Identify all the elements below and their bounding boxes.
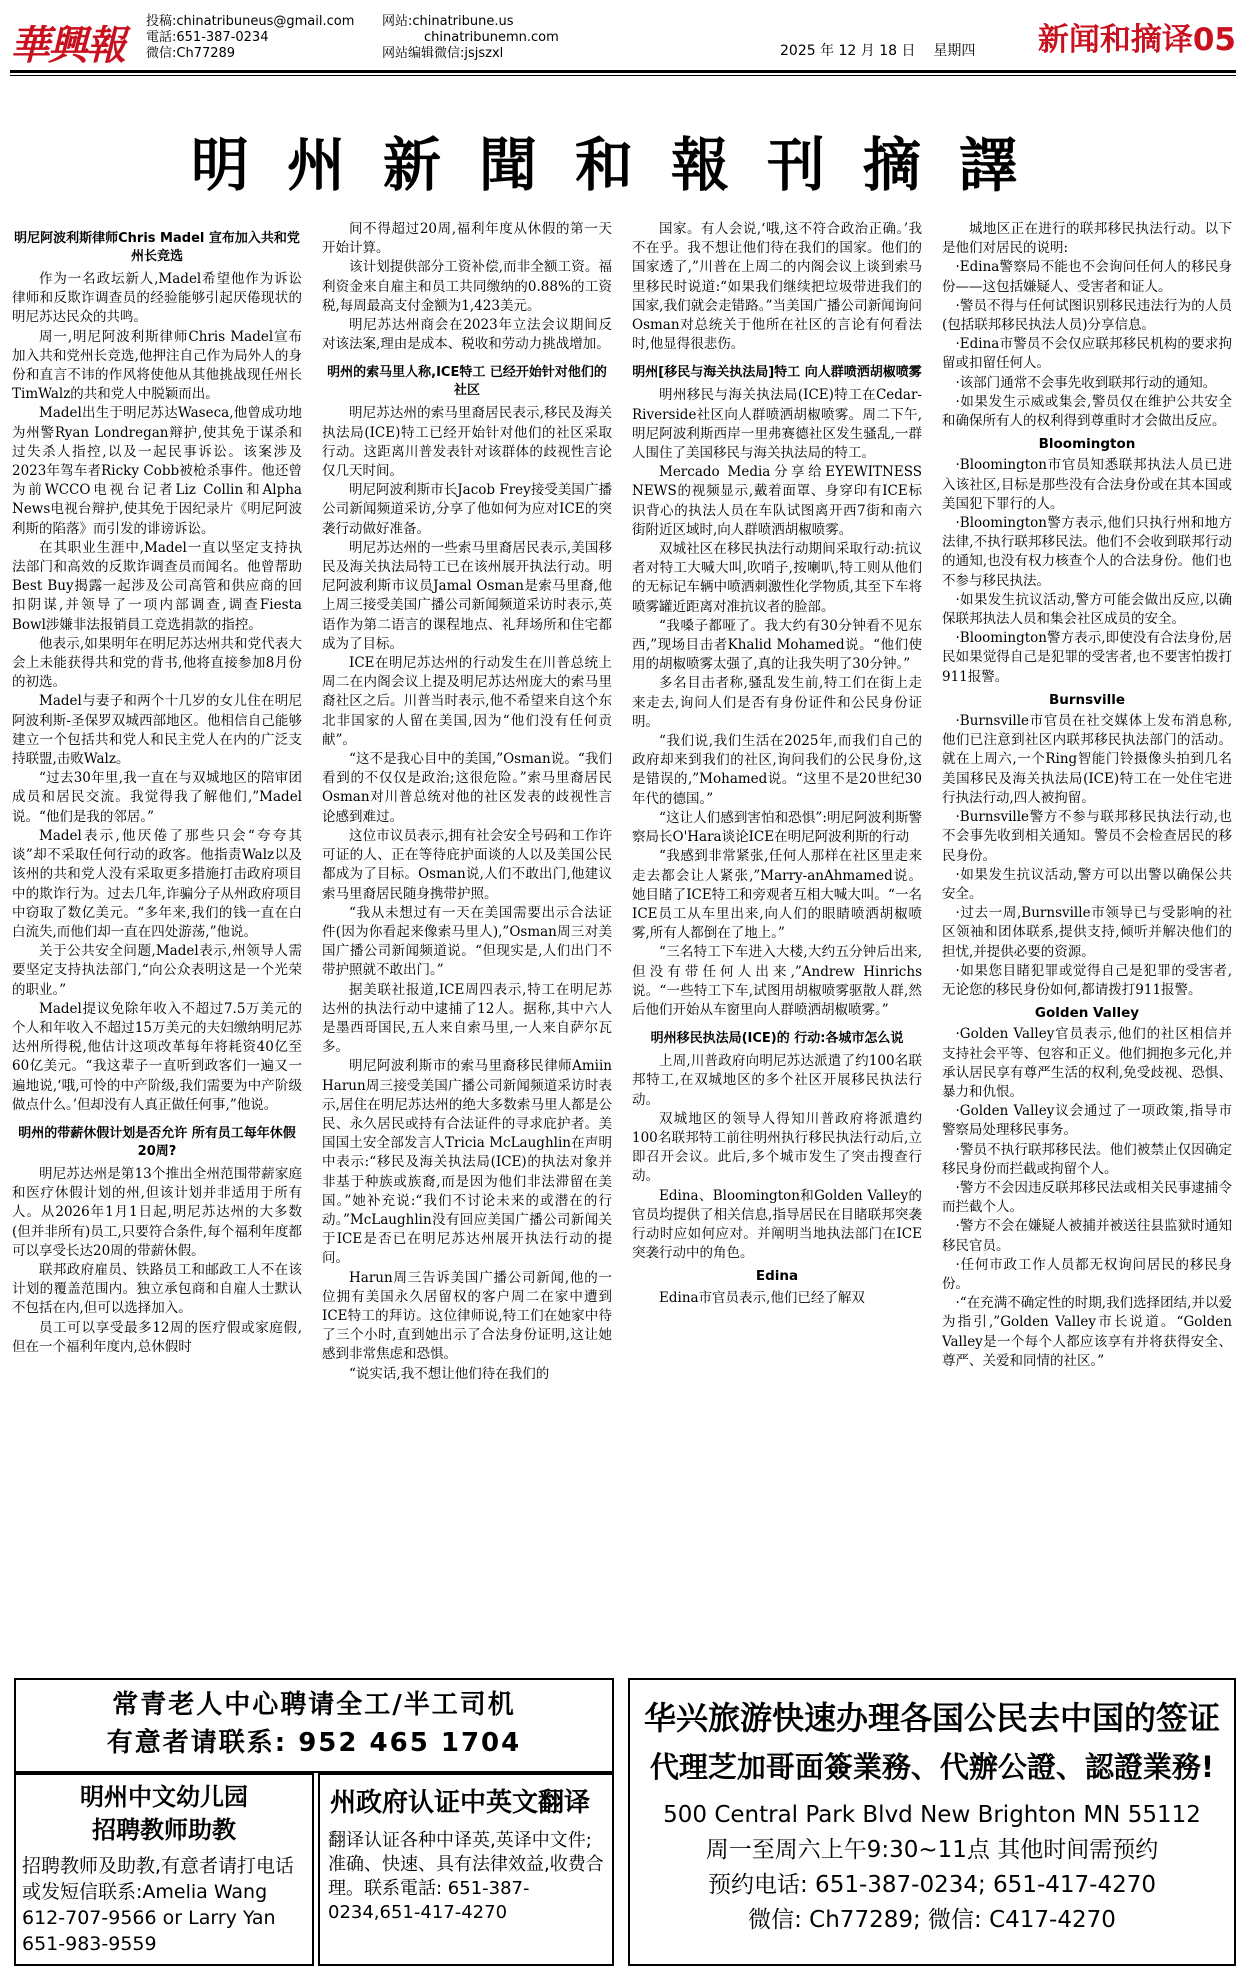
bullet-paragraph: ·Bloomington警方表示,他们只执行州和地方法律,不执行联邦移民法。他们不会收到联邦行动的通知,也没有权力核查个人的合法身份。他们也不参与移民执法。 [942, 515, 1232, 589]
ad-translation [318, 1773, 614, 1966]
contact-info-right [382, 14, 559, 62]
bullet-paragraph: ·如果发生示威或集会,警员仅在维护公共安全和确保所有人的权利得到尊重时才会做出反应。 [942, 393, 1232, 430]
issue-date: 2025 年 12 月 18 日 [780, 43, 916, 59]
bullet-paragraph: ·Burnsville警方不参与联邦移民执法行动,也不会事先收到相关通知。警员不会检查居民的移民身份。 [942, 809, 1232, 864]
article-paragraph: 国家。有人会说,‘哦,这不符合政治正确。’我不在乎。我不想让他们待在我们的国家。他们的国家透了,”川普在上周二的内阁会议上谈到索马里移民时说道:“如果我们继续把垃圾带进我们的国家,我们就会走错路。”当美国广播公司新闻询问Osman对总统关于他所在社区的言论有何看法时,他显得很悲伤。 [632, 221, 922, 353]
weekday: 星期四 [933, 43, 976, 59]
bullet-paragraph: ·警方不会因违反联邦移民法或相关民事逮捕令而拦截个人。 [942, 1179, 1232, 1216]
page-masthead: 明州新聞和報刊摘譯 [190, 131, 1055, 199]
bullet-paragraph: ·该部门通常不会事先收到联邦行动的通知。 [955, 374, 1217, 391]
article-paragraph: “我们说,我们生活在2025年,而我们自己的政府却来到我们的社区,询问我们的公民身份,这是错误的,”Mohamed说。“这里不是20世纪30年代的德国。” [632, 733, 922, 807]
article-paragraph: 间不得超过20周,福利年度从休假的第一天开始计算。 [322, 221, 612, 257]
city-subheading: Edina [755, 1268, 799, 1285]
ad-title: 州政府认证中英文翻译 [330, 1788, 591, 1818]
article-paragraph: 明尼苏达州商会在2023年立法会议期间反对该法案,理由是成本、税收和劳动力挑战增加。 [322, 317, 612, 353]
article-paragraph: 周一,明尼阿波利斯律师Chris Madel宣布加入共和党州长竞选,他押注自己作为局外人的身份和直言不讳的作风将使他从其他挑战现任州长TimWalz的共和党人中脱颖而出。 [12, 328, 302, 403]
bullet-paragraph: ·任何市政工作人员都无权询问居民的移民身份。 [942, 1256, 1232, 1292]
article-paragraph: 联邦政府雇员、铁路员工和邮政工人不在该计划的覆盖范围内。独立承包商和自雇人士默认不包括在内,但可以选择加入。 [12, 1261, 302, 1317]
bullet-paragraph: ·Edina警察局不能也不会询问任何人的移民身份——这包括嫌疑人、受害者和证人。 [942, 259, 1232, 295]
column-2 [322, 220, 612, 1660]
article-paragraph: “我感到非常紧张,任何人那样在社区里走来走去都会让人紧张,”Marry-anAhmamed说。她目睹了ICE特工和旁观者互相大喊大叫。“一名ICE员工从车里出来,向人们的眼睛喷洒胡椒喷雾,所有人都倒在了地上。” [632, 848, 922, 942]
bullet-paragraph: ·Golden Valley官员表示,他们的社区相信并支持社会平等、包容和正义。他们拥抱多元化,并承认居民享有尊严生活的权利,免受歧视、恐惧、暴力和仇恨。 [942, 1026, 1232, 1100]
page-header [0, 0, 1246, 76]
article-paragraph: 明尼阿波利斯市的索马里裔移民律师Amiin Harun周三接受美国广播公司新闻频道采访时表示,居住在明尼苏达州的绝大多数索马里人都是公民、永久居民或持有合法证件的寻求庇护者。美国国土安全部发言人Tricia McLaughlin在声明中表示:“移民及海关执法局(ICE)的执法对象并非基于种族或族裔,而是因为他们非法滞留在美国。”她补充说:“我们不讨论未来的或潜在的行动。”McLaughlin没有回应美国广播公司新闻关于ICE是否已在明尼苏达州展开执法行动的提问。 [322, 1058, 612, 1267]
bullet-paragraph: ·“在充满不确定性的时期,我们选择团结,并以爱为指引,”Golden Valley市长说道。“Golden Valley是一个每个人都应该享有并将获得安全、尊严、关爱和同情的社区。” [942, 1295, 1232, 1369]
ad-subtitle: 代理芝加哥面簽業務、代辦公證、認證業務! [649, 1750, 1215, 1784]
contact-info-left [146, 14, 354, 62]
article-paragraph: 据美联社报道,ICE周四表示,特工在明尼苏达州的执法行动中逮捕了12人。据称,其中六人是墨西哥国民,五人来自索马里,一人来自萨尔瓦多。 [322, 981, 612, 1056]
article-paragraph: Mercado Media分享给EYEWITNESS NEWS的视频显示,戴着面罩、身穿印有ICE标识背心的执法人员在车队试图离开西7街和南六街附近区域时,向人群喷洒胡椒喷雾。 [632, 464, 922, 538]
bullet-paragraph: ·Bloomington警方表示,即使没有合法身份,居民如果觉得自己是犯罪的受害者,也不要害怕拨打911报警。 [942, 630, 1232, 685]
article-paragraph: 作为一名政坛新人,Madel希望他作为诉讼律师和反欺诈调查员的经验能够引起厌倦现状的明尼苏达民众的共鸣。 [12, 271, 302, 326]
website-link-1[interactable]: 网站:chinatribune.us [382, 14, 514, 29]
ad-body: 招聘教师及助教,有意者请打电话或发短信联系:Amelia Wang 612-707-9566 or Larry Yan 651-983-9559 [22, 1855, 295, 1955]
article-headline: 明州的索马里人称,ICE特工 已经开始针对他们的社区 [327, 365, 607, 399]
article-paragraph: 关于公共安全问题,Madel表示,州领导人需要坚定支持执法部门,“向公众表明这是一个光荣的职业。” [12, 943, 302, 998]
article-paragraph: 明州移民与海关执法局(ICE)特工在Cedar-Riverside社区向人群喷洒胡椒喷雾。周二下午,明尼阿波利斯西岸一里弗赛德社区发生骚乱,一群人围住了美国移民与海关执法局的特工。 [632, 387, 922, 462]
article-paragraph: 双城社区在移民执法行动期间采取行动:抗议者对特工大喊大叫,吹哨子,按喇叭,特工则从他们的无标记车辆中喷洒刺激性化学物质,其至下车将喷雾罐近距离对准抗议者的脸部。 [632, 541, 922, 615]
article-paragraph: “我嗓子都哑了。我大约有30分钟看不见东西,”现场目击者Khalid Mohamed说。“他们使用的胡椒喷雾太强了,真的让我失明了30分钟。” [632, 617, 922, 673]
article-headline: 明州移民执法局(ICE)的 行动:各城市怎么说 [650, 1031, 904, 1047]
article-paragraph: Madel出生于明尼苏达Waseca,他曾成功地为州警Ryan Londregan辩护,使其免于谋杀和过失杀人指控,以及一起民事诉讼。该案涉及2023年驾车者Ricky Cobb被枪杀事件。他还曾为前WCCO电视台记者Liz Collin和Alpha News电视台辩护,使其免于因纪录片《明尼阿波利斯的陷落》而引发的诽谤诉讼。 [12, 405, 302, 537]
bullet-paragraph: ·Bloomington市官员知悉联邦执法人员已进入该社区,目标是那些没有合法身份或在其本国或美国犯下罪行的人。 [942, 457, 1232, 512]
header-rule [10, 70, 1236, 73]
ad-driver-recruitment [14, 1678, 614, 1773]
editor-wechat: 网站编辑微信:jsjszxl [382, 46, 504, 61]
article-headline: 明州[移民与海关执法局]特工 向人群喷洒胡椒喷雾 [632, 365, 922, 381]
ad-hours: 周一至周六上午9:30~11点 其他时间需预约 [705, 1837, 1159, 1863]
city-subheading: Golden Valley [1034, 1005, 1140, 1022]
article-paragraph: Madel提议免除年收入不超过7.5万美元的个人和年收入不超过15万美元的夫妇缴纳明尼苏达州所得税,他估计这项改革每年将耗资40亿至60亿美元。“我这辈子一直听到政客们一遍又一遍地说,‘哦,可怜的中产阶级,我们需要为中产阶级做点什么。’但却没有人真正做任何事,”他说。 [12, 1000, 302, 1113]
article-paragraph: Edina市官员表示,他们已经了解双 [659, 1289, 865, 1306]
article-paragraph: ICE在明尼苏达州的行动发生在川普总统上周二在内阁会议上提及明尼苏达州庞大的索马里裔社区之后。川普当时表示,他不希望来自这个东北非国家的人留在美国,因为“他们没有任何贡献”。 [322, 655, 612, 748]
header-rule-thin [10, 75, 1236, 76]
ad-travel-visa [628, 1678, 1236, 1966]
article-columns [10, 220, 1236, 1660]
ad-line: 有意者请联系: 952 465 1704 [106, 1728, 522, 1758]
section-title: 新闻和摘译05 [1037, 22, 1236, 58]
dateline [780, 40, 975, 60]
ad-phone: 预约电话: 651-387-0234; 651-417-4270 [708, 1872, 1156, 1898]
article-paragraph: 在其职业生涯中,Madel一直以坚定支持执法部门和高效的反欺诈调查员而闻名。他曾帮助Best Buy揭露一起涉及公司高管和供应商的回扣阴谋,并领导了一项内部调查,调查Fiesta Bowl涉嫌非法报销員工竞选捐款的指控。 [12, 539, 302, 633]
ad-address: 500 Central Park Blvd New Brighton MN 55112 [663, 1802, 1201, 1828]
article-paragraph: 上周,川普政府向明尼苏达派遣了约100名联邦特工,在双城地区的多个社区开展移民执法行动。 [632, 1053, 922, 1108]
ad-kindergarten [14, 1773, 314, 1966]
bullet-paragraph: ·警方不会在嫌疑人被捕并被送往县监狱时通知移民官员。 [942, 1218, 1232, 1254]
article-paragraph: Madel表示,他厌倦了那些只会“夸夸其谈”却不采取任何行动的政客。他指责Walz以及该州的共和党人没有采取更多措施打击政府项目中的欺诈行为。过去几年,诈骗分子从州政府项目中窃取了数亿美元。“多年来,我们的钱一直在白白流失,而他们却一直在四处游荡,”他说。 [12, 827, 302, 940]
column-3 [632, 220, 922, 1660]
article-paragraph: “我从未想过有一天在美国需要出示合法证件(因为你看起来像索马里人),”Osman周三对美国广播公司新闻频道说。“但现实是,人们出门不带护照就不敢出门。” [322, 904, 612, 979]
article-paragraph: 明尼苏达州的一些索马里裔居民表示,美国移民及海关执法局特工已在该州展开执法行动。明尼阿波利斯市议员Jamal Osman是索马里裔,他上周三接受美国广播公司新闻频道采访时表示,英语作为第二语言的课程地点、礼拜场所和住宅都成为了目标。 [322, 539, 612, 652]
ad-title: 华兴旅游快速办理各国公民去中国的签证 [643, 1699, 1220, 1737]
bullet-paragraph: ·Golden Valley议会通过了一项政策,指导市警察局处理移民事务。 [942, 1103, 1232, 1139]
article-paragraph: 他表示,如果明年在明尼苏达州共和党代表大会上未能获得共和党的背书,他将直接参加8月份的初选。 [12, 635, 302, 691]
column-1 [12, 220, 302, 1660]
contact-wechat: 微信:Ch77289 [146, 46, 236, 61]
article-paragraph: “三名特工下车进入大楼,大约五分钟后出来,但没有带任何人出来,”Andrew Hinrichs说。“一些特工下车,试图用胡椒喷雾驱散人群,然后他们开始从车窗里向人群喷洒胡椒喷雾。” [632, 944, 922, 1018]
article-paragraph: 明尼阿波利斯市长Jacob Frey接受美国广播公司新闻频道采访,分享了他如何为应对ICE的突袭行动做好准备。 [322, 482, 612, 537]
contact-email[interactable]: 投稿:chinatribuneus@gmail.com [146, 14, 355, 29]
website-link-2[interactable]: chinatribunemn.com [424, 30, 559, 45]
city-subheading: Burnsville [1048, 691, 1126, 708]
article-paragraph: “这让人们感到害怕和恐惧”:明尼阿波利斯警察局长O'Hara谈论ICE在明尼阿波利斯的行动 [632, 809, 922, 846]
contact-phone: 電話:651-387-0234 [146, 30, 269, 45]
bullet-paragraph: ·警员不执行联邦移民法。他们被禁止仅因确定移民身份而拦截或拘留个人。 [942, 1141, 1232, 1177]
bullet-paragraph: ·Edina市警员不会仅应联邦移民机构的要求拘留或扣留任何人。 [942, 336, 1232, 372]
bullet-paragraph: ·Burnsville市官员在社交媒体上发布消息称,他们已注意到社区内联邦移民执法部门的活动。就在上周六,一个Ring智能门铃摄像头拍到几名美国移民及海关执法局(ICE)特工在一处住宅进行执法行动,四人被拘留。 [942, 713, 1232, 806]
article-paragraph: 这位市议员表示,拥有社会安全号码和工作许可证的人、正在等待庇护面谈的人以及美国公民都成为了目标。Osman说,人们不敢出门,他建议索马里裔居民随身携带护照。 [322, 827, 612, 902]
ad-title: 明州中文幼儿园 [80, 1783, 248, 1811]
bullet-paragraph: ·过去一周,Burnsville市领导已与受影响的社区领袖和团体联系,提供支持,倾听并解决他们的担忧,并提供必要的资源。 [942, 905, 1232, 960]
ad-wechat: 微信: Ch77289; 微信: C417-4270 [748, 1907, 1116, 1933]
article-paragraph: “说实话,我不想让他们待在我们的 [349, 1365, 550, 1382]
bullet-paragraph: ·如果您目睹犯罪或觉得自己是犯罪的受害者,无论您的移民身份如何,都请拨打911报警。 [942, 962, 1232, 998]
article-paragraph: 双城地区的领导人得知川普政府将派遣约100名联邦特工前往明州执行移民执法行动后,立即召开会议。此后,多个城市发生了突击搜查行动。 [632, 1110, 922, 1185]
column-4 [942, 220, 1232, 1660]
city-subheading: Bloomington [1038, 436, 1136, 453]
article-paragraph: 城地区正在进行的联邦移民执法行动。以下是他们对居民的说明: [942, 221, 1232, 257]
article-paragraph: “过去30年里,我一直在与双城地区的陪审团成员和居民交流。我觉得我了解他们,”Madel说。“他们是我的邻居。” [12, 770, 302, 825]
article-paragraph: Harun周三告诉美国广播公司新闻,他的一位拥有美国永久居留权的客户周二在家中遭到ICE特工的拜访。这位律师说,特工们在她家中待了三个小时,直到她出示了合法身份证明,这让她感到非常焦虑和恐惧。 [322, 1269, 612, 1363]
bullet-paragraph: ·警员不得与任何试图识别移民违法行为的人员(包括联邦移民执法人员)分享信息。 [942, 297, 1232, 334]
article-paragraph: Edina、Bloomington和Golden Valley的官员均提供了相关信息,指导居民在目睹联邦突袭行动时应如何应对。并阐明当地执法部门在ICE突袭行动中的角色。 [632, 1187, 922, 1262]
article-headline: 明州的带薪休假计划是否允许 所有员工每年休假20周? [18, 1125, 296, 1159]
article-paragraph: 明尼苏达州的索马里裔居民表示,移民及海关执法局(ICE)特工已经开始针对他们的社区采取行动。这距离川普发表针对该群体的歧视性言论仅几天时间。 [322, 405, 612, 480]
article-paragraph: “这不是我心目中的美国,”Osman说。“我们看到的不仅仅是政治;这很危险。”索马里裔居民Osman对川普总统对他的社区发表的歧视性言论感到难过。 [322, 751, 612, 825]
article-paragraph: Madel与妻子和两个十几岁的女儿住在明尼阿波利斯-圣保罗双城西部地区。他相信自己能够建立一个包括共和党人和民主党人在内的广泛支持联盟,击败Walz。 [12, 693, 302, 768]
ad-body: 翻译认证各种中译英,英译中文件;准确、快速、具有法律效益,收费合理。联系電話: 651-387-0234,651-417-4270 [328, 1830, 604, 1923]
newspaper-logo: 華興報 [10, 22, 124, 69]
ad-title: 招聘教师助教 [92, 1816, 236, 1844]
article-paragraph: 明尼苏达州是第13个推出全州范围带薪家庭和医疗休假计划的州,但该计划并非适用于所有人。从2026年1月1日起,明尼苏达州的大多数(但并非所有)员工,只要符合条件,每个福利年度都可以享受长达20周的带薪休假。 [12, 1165, 302, 1259]
bullet-paragraph: ·如果发生抗议活动,警方可以出警以确保公共安全。 [942, 866, 1232, 902]
ad-line: 常青老人中心聘请全工/半工司机 [112, 1690, 516, 1720]
bullet-paragraph: ·如果发生抗议活动,警方可能会做出反应,以确保联邦执法人员和集会社区成员的安全。 [942, 591, 1232, 628]
article-paragraph: 员工可以享受最多12周的医疗假或家庭假,但在一个福利年度内,总休假时 [12, 1319, 302, 1355]
article-headline: 明尼阿波利斯律师Chris Madel 宣布加入共和党州长竞选 [14, 231, 300, 264]
article-paragraph: 该计划提供部分工资补偿,而非全额工资。福利资金来自雇主和员工共同缴纳的0.88%的工资税,每周最高支付金额为1,423美元。 [322, 259, 612, 314]
article-paragraph: 多名目击者称,骚乱发生前,特工们在街上走来走去,询问人们是否有身份证件和公民身份证明。 [632, 675, 922, 730]
